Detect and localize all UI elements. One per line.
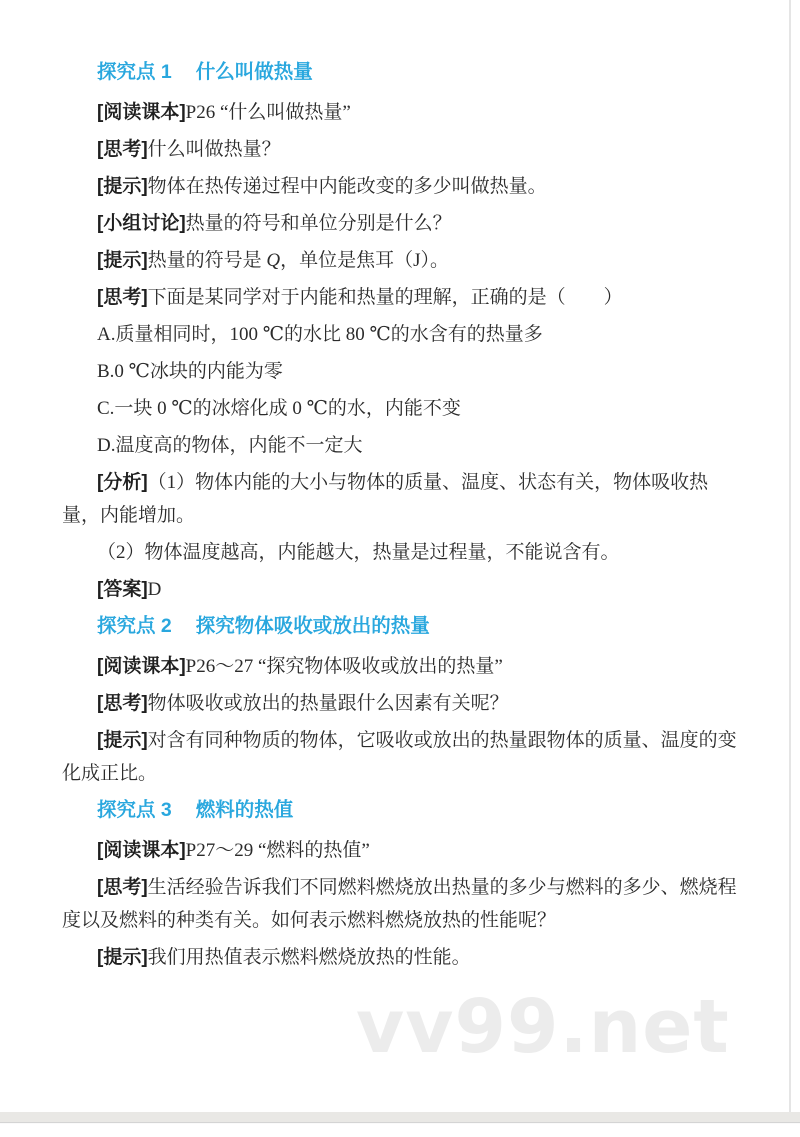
choice-option-b bbox=[62, 355, 740, 388]
paragraph-label: [阅读课本] bbox=[97, 102, 186, 123]
paragraph-think bbox=[62, 133, 740, 166]
paragraph-text: D.温度高的物体，内能不一定大 bbox=[97, 435, 363, 456]
paragraph-answer bbox=[62, 573, 740, 606]
paragraph-text: D bbox=[147, 579, 162, 600]
paragraph-hint bbox=[62, 170, 740, 203]
section-explore-point-3 bbox=[62, 794, 740, 974]
paragraph-label: [阅读课本] bbox=[97, 656, 186, 677]
section-heading bbox=[62, 56, 740, 89]
section-heading-title: 什么叫做热量 bbox=[195, 61, 313, 83]
paragraph-read-textbook bbox=[62, 96, 740, 129]
physics-symbol-q: Q bbox=[266, 250, 281, 271]
paragraph-text: （2）物体温度越高，内能越大，热量是过程量，不能说含有。 bbox=[97, 542, 620, 563]
choice-option-d bbox=[62, 429, 740, 462]
paragraph-text: 下面是某同学对于内能和热量的理解，正确的是（ ） bbox=[147, 287, 623, 308]
section-heading-title: 探究物体吸收或放出的热量 bbox=[195, 615, 430, 637]
paragraph-label: [思考] bbox=[97, 693, 148, 714]
page-gap-divider bbox=[0, 1112, 800, 1123]
page-content bbox=[62, 52, 740, 978]
paragraph-text: P26～27 “探究物体吸收或放出的热量” bbox=[185, 656, 503, 677]
paragraph-text: P26 “什么叫做热量” bbox=[185, 102, 351, 123]
paragraph-label: [提示] bbox=[97, 730, 148, 751]
paragraph-hint bbox=[62, 724, 740, 790]
paragraph-label: [提示] bbox=[97, 250, 148, 271]
paragraph-text: 对含有同种物质的物体，它吸收或放出的热量跟物体的质量、温度的变化成正比。 bbox=[62, 730, 737, 784]
paragraph-hint-symbol bbox=[62, 244, 740, 277]
paragraph-text: 物体在热传递过程中内能改变的多少叫做热量。 bbox=[147, 176, 547, 197]
paragraph-hint bbox=[62, 941, 740, 974]
paragraph-text: P27～29 “燃料的热值” bbox=[185, 840, 370, 861]
paragraph-label: [答案] bbox=[97, 579, 148, 600]
paragraph-think bbox=[62, 687, 740, 720]
paragraph-label: [分析] bbox=[97, 472, 148, 493]
paragraph-analysis bbox=[62, 466, 740, 532]
section-heading bbox=[62, 794, 740, 827]
paragraph-question bbox=[62, 281, 740, 314]
paragraph-text: ，单位是焦耳（J）。 bbox=[280, 250, 450, 271]
paragraph-label: [思考] bbox=[97, 877, 148, 898]
paragraph-text: 我们用热值表示燃料燃烧放热的性能。 bbox=[147, 947, 471, 968]
paragraph-label: [阅读课本] bbox=[97, 840, 186, 861]
paragraph-analysis-2 bbox=[62, 536, 740, 569]
section-heading-number: 探究点 3 bbox=[97, 799, 172, 821]
paragraph-label: [思考] bbox=[97, 287, 148, 308]
paragraph-text: 热量的符号是 bbox=[147, 250, 267, 271]
paragraph-text: 生活经验告诉我们不同燃料燃烧放出热量的多少与燃料的多少、燃烧程度以及燃料的种类有关。如何表示燃料燃烧放热的性能呢？ bbox=[62, 877, 737, 931]
paragraph-label: [思考] bbox=[97, 139, 148, 160]
paragraph-text: 热量的符号和单位分别是什么？ bbox=[185, 213, 452, 234]
section-explore-point-1 bbox=[62, 56, 740, 606]
paragraph-label: [提示] bbox=[97, 947, 148, 968]
paragraph-read-textbook bbox=[62, 650, 740, 683]
next-page-top bbox=[0, 1124, 800, 1137]
section-heading-title: 燃料的热值 bbox=[195, 799, 294, 821]
watermark: vv99.net bbox=[356, 984, 730, 1070]
paragraph-read-textbook bbox=[62, 834, 740, 867]
paragraph-text: 物体吸收或放出的热量跟什么因素有关呢？ bbox=[147, 693, 509, 714]
paragraph-text: （1）物体内能的大小与物体的质量、温度、状态有关，物体吸收热量，内能增加。 bbox=[62, 472, 709, 526]
paragraph-label: [提示] bbox=[97, 176, 148, 197]
section-explore-point-2 bbox=[62, 610, 740, 790]
choice-option-c bbox=[62, 392, 740, 425]
paragraph-text: C.一块 0 ℃的冰熔化成 0 ℃的水，内能不变 bbox=[97, 398, 461, 419]
section-heading bbox=[62, 610, 740, 643]
paragraph-text: 什么叫做热量？ bbox=[147, 139, 281, 160]
paragraph-label: [小组讨论] bbox=[97, 213, 186, 234]
paragraph-text: B.0 ℃冰块的内能为零 bbox=[97, 361, 283, 382]
section-heading-number: 探究点 2 bbox=[97, 615, 172, 637]
section-heading-number: 探究点 1 bbox=[97, 61, 172, 83]
choice-option-a bbox=[62, 318, 740, 351]
paragraph-group-discussion bbox=[62, 207, 740, 240]
paragraph-text: A.质量相同时，100 ℃的水比 80 ℃的水含有的热量多 bbox=[97, 324, 543, 345]
paragraph-think bbox=[62, 871, 740, 937]
page-right-edge bbox=[789, 0, 791, 1112]
